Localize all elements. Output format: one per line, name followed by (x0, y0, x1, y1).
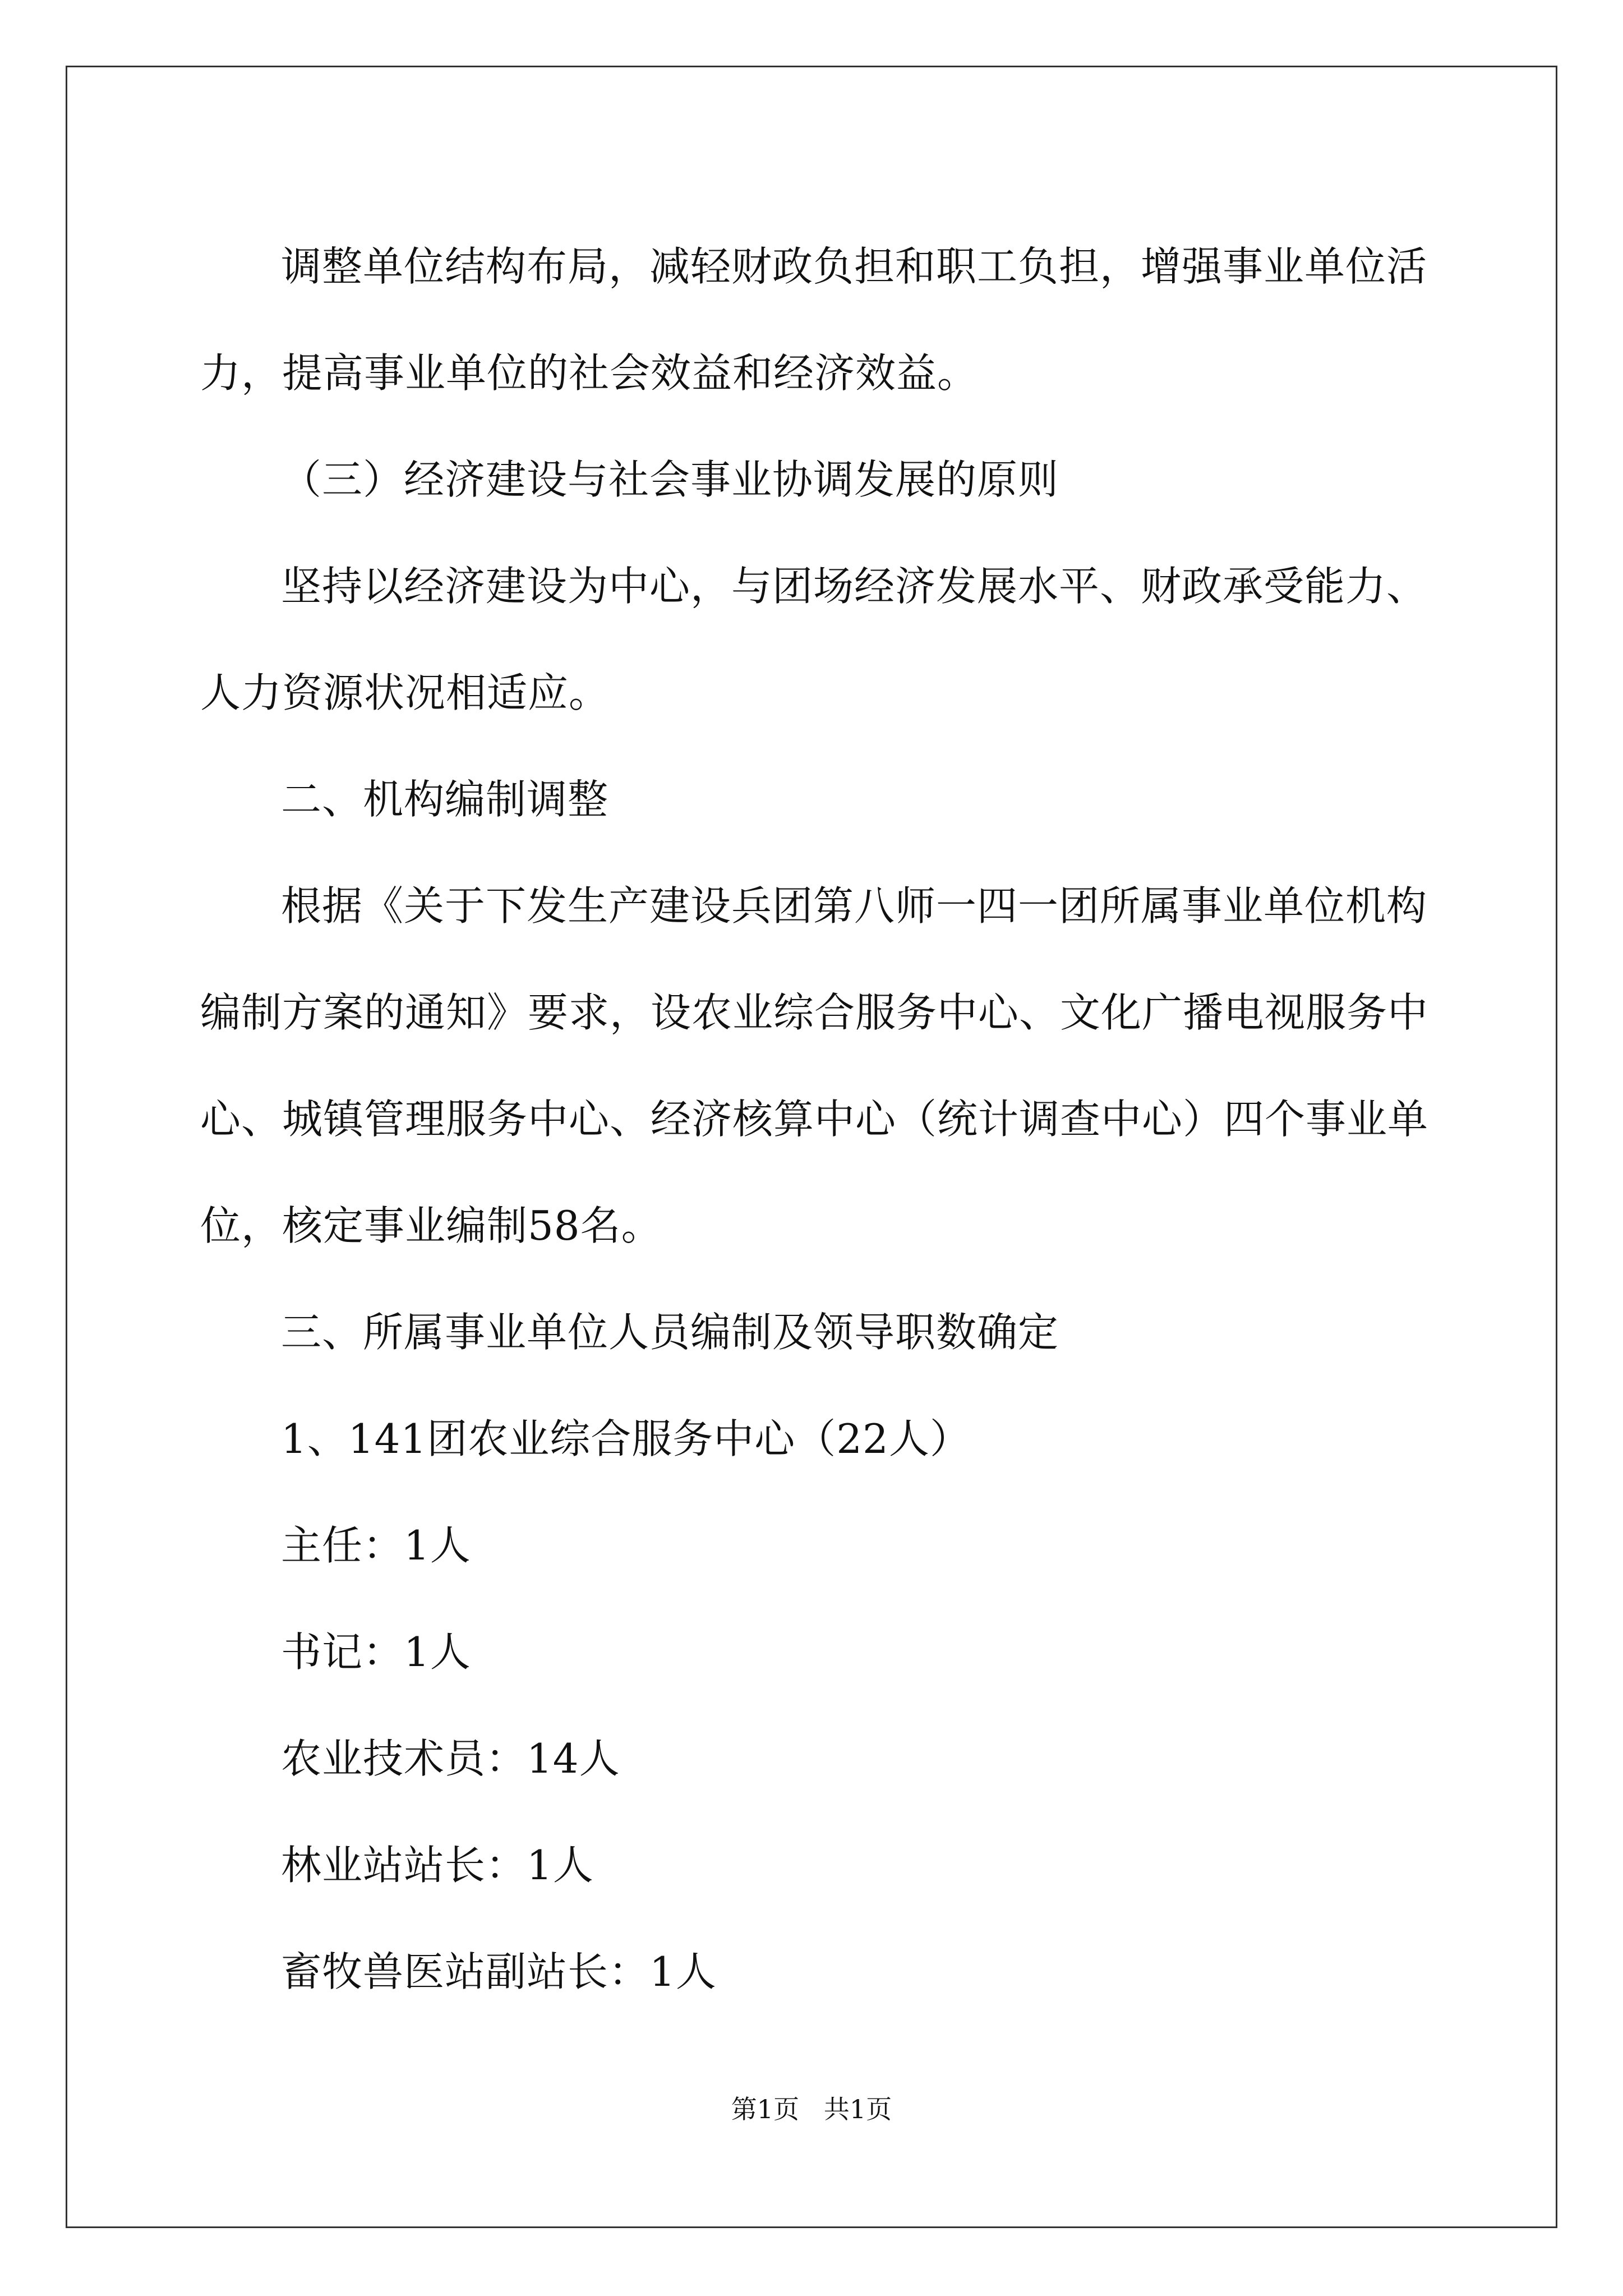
list-item: 农业技术员：14人 (281, 1735, 620, 1782)
body-line: 人力资源状况相适应。 (200, 669, 610, 716)
body-line: 位，核定事业编制58名。 (200, 1202, 662, 1249)
document-body (200, 213, 1434, 2025)
body-line: 心、城镇管理服务中心、经济核算中心（统计调查中心）四个事业单 (200, 1096, 1429, 1143)
list-item: 林业站站长：1人 (281, 1842, 594, 1889)
body-line: 坚持以经济建设为中心，与团场经济发展水平、财政承受能力、 (281, 563, 1428, 610)
body-line: 根据《关于下发生产建设兵团第八师一四一团所属事业单位机构 (281, 882, 1428, 930)
body-line: 调整单位结构布局，减轻财政负担和职工负担，增强事业单位活 (281, 243, 1428, 290)
section-heading: 三、所属事业单位人员编制及领导职数确定 (281, 1309, 1059, 1356)
section-heading: 二、机构编制调整 (281, 776, 609, 823)
body-line: 编制方案的通知》要求，设农业综合服务中心、文化广播电视服务中 (200, 989, 1429, 1036)
section-heading: （三）经济建设与社会事业协调发展的原则 (281, 456, 1059, 503)
sub-heading: 1、141团农业综合服务中心（22人） (281, 1415, 971, 1462)
body-line: 力，提高事业单位的社会效益和经济效益。 (200, 349, 979, 397)
list-item: 书记：1人 (281, 1628, 471, 1676)
page-number: 第1页 共1页 (731, 2094, 892, 2124)
list-item: 畜牧兽医站副站长：1人 (281, 1948, 717, 1995)
list-item: 主任：1人 (281, 1522, 471, 1569)
